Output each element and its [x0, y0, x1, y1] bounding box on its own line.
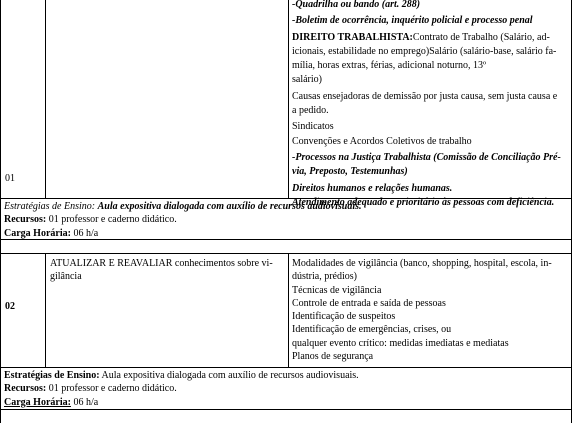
content-line: mília, horas extras, férias, adicional noturno, 13º — [292, 60, 487, 72]
content-line: Identificação de suspeitos — [292, 311, 396, 323]
workload-label: Carga Horária: — [4, 227, 71, 239]
block2-content — [292, 257, 570, 363]
column-divider — [45, 253, 46, 367]
resources — [4, 213, 564, 226]
workload — [4, 396, 564, 409]
strategies-label: Estratégias de Ensino: — [4, 201, 96, 212]
content-line: Causas ensejadoras de demissão por justa causa, sem justa causa e — [292, 90, 558, 102]
content-line: qualquer evento crítico: medidas imediatas e mediatas — [292, 337, 509, 349]
row-divider — [0, 367, 572, 368]
content-line: icionais, estabilidade no emprego)Salário (salário-base, salário fa- — [292, 45, 557, 57]
content-line: via, Preposto, Testemunhas) — [292, 166, 408, 178]
content-line — [292, 31, 570, 44]
strategies-text: Aula expositiva dialogada com auxílio de recursos audiovisuais. — [97, 201, 362, 212]
content-line: Identificação de emergências, crises, ou — [292, 324, 452, 336]
content-line: Modalidades de vigilância (banco, shopping, hospital, escola, in- — [292, 258, 552, 269]
block1-content — [292, 0, 570, 209]
strategies-text: Aula expositiva dialogada com auxílio de recursos audiovisuais. — [101, 370, 359, 381]
skill-line: gilância — [50, 271, 82, 283]
strategies-label: Estratégias de Ensino: — [4, 370, 100, 381]
content-line: Planos de segurança — [292, 351, 374, 363]
table-left-border — [0, 0, 1, 423]
block2-number-text: 02 — [5, 301, 15, 312]
content-line: Atendimento adequado e prioritário às pessoas com deficiência. — [292, 196, 555, 208]
content-line: salário) — [292, 74, 322, 86]
workload-text: 06 h/a — [73, 227, 99, 239]
content-line: Controle de entrada e saída de pessoas — [292, 297, 446, 309]
resources-text: 01 professor e caderno didático. — [48, 214, 177, 226]
teaching-strategies — [4, 369, 564, 382]
content-line: -Processos na Justiça Trabalhista (Comissão de Conciliação Pré- — [292, 151, 561, 163]
skill-line: ATUALIZAR E REAVALIAR conhecimentos sobre vi- — [50, 258, 273, 269]
section-heading: DIREITO TRABALHISTA: — [292, 31, 413, 43]
workload — [4, 227, 564, 240]
block2-skill — [50, 257, 286, 284]
content-line: Técnicas de vigilância — [292, 284, 382, 296]
resources-text: 01 professor e caderno didático. — [48, 383, 177, 395]
resources — [4, 382, 564, 395]
block1-number-text: 01 — [5, 173, 15, 184]
column-divider — [288, 0, 289, 198]
content-line: Convenções e Acordos Coletivos de trabalho — [292, 135, 472, 147]
column-divider — [288, 253, 289, 367]
workload-text: 06 h/a — [73, 396, 99, 408]
teaching-strategies — [4, 200, 564, 213]
block2-number — [5, 300, 15, 313]
resources-label: Recursos: — [4, 214, 47, 226]
content-text: Contrato de Trabalho (Salário, ad- — [412, 31, 550, 43]
resources-label: Recursos: — [4, 383, 47, 395]
content-line: -Quadrilha ou bando (art. 288) — [292, 0, 421, 10]
workload-label: Carga Horária: — [4, 396, 71, 408]
row-divider — [0, 253, 572, 254]
block2-footer — [4, 369, 564, 409]
row-divider — [0, 409, 572, 410]
content-line: a pedido. — [292, 105, 329, 117]
content-line: Direitos humanos e relações humanas. — [292, 182, 453, 194]
block1-number — [5, 172, 15, 185]
content-line: Sindicatos — [292, 121, 334, 133]
content-line: dústria, prédios) — [292, 271, 357, 283]
block1-footer — [4, 200, 564, 240]
content-line: -Boletim de ocorrência, inquérito policial e processo penal — [292, 15, 533, 27]
column-divider — [45, 0, 46, 198]
